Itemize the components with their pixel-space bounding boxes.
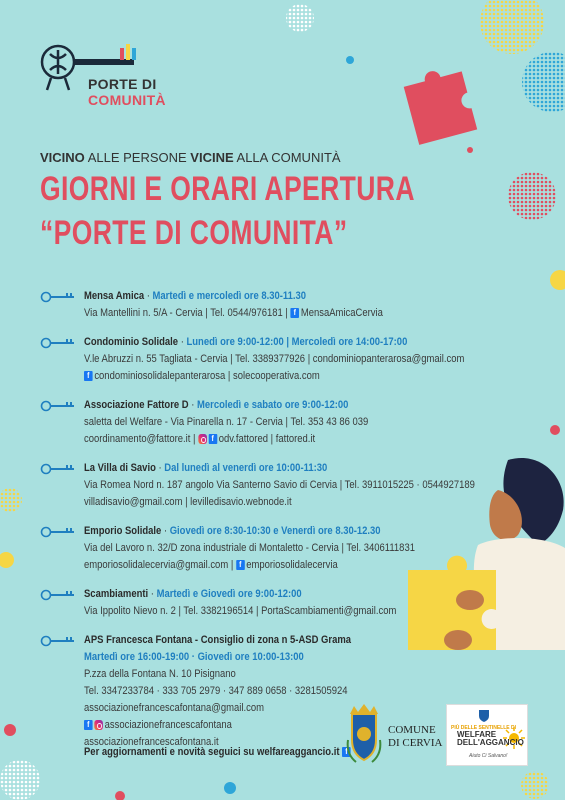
location-details: Via Ippolito Nievo n. 2 | Tel. 3382196514 | PortaScambiamenti@gmail.com [84,605,397,617]
welfare-subtitle: Aiuto Ci Salvano! [469,753,508,759]
location-details: saletta del Welfare - Via Pinarella n. 17 - Cervia | Tel. 353 43 86 039 [84,416,369,428]
welfare-title-line-2: DELL'AGGANCIO [457,738,524,747]
page-title-line-1: GIORNI E ORARI APERTURA [40,170,415,208]
puzzle-piece-red [394,52,494,152]
welfare-title-line-1: WELFARE [457,730,497,739]
location-name: Mensa Amica [84,290,145,302]
social-links[interactable]: odv.fattored | fattored.it [218,433,316,445]
key-icon [40,463,76,475]
list-item: Scambiamenti · Martedì e Giovedì ore 9:00-12:00 Via Ippolito Nievo n. 2 | Tel. 3382196514 | PortaScambiamenti@gmail.com [40,586,510,620]
opening-hours: Martedì e mercoledì ore 8.30-11.30 [152,290,307,302]
tagline [40,150,341,165]
email-link[interactable]: associazionefrancescafontana@gmail.com [84,702,264,714]
location-name: Condominio Solidale [84,336,179,348]
tagline-part-1: VICINO [40,150,85,165]
key-icon [40,291,76,303]
location-name: Scambiamenti [84,588,149,600]
facebook-icon: f [236,560,245,570]
crest-icon [477,708,491,722]
location-address: P.zza della Fontana N. 10 Pisignano [84,668,236,680]
tagline-part-4: ALLA COMUNITÀ [233,150,341,165]
locations-list [40,288,510,763]
location-details: Via Mantellini n. 5/A - Cervia | Tel. 0544/976181 | [84,307,291,319]
location-name: Associazione Fattore D [84,399,189,411]
footer-note [84,746,352,758]
facebook-icon: f [84,720,93,730]
opening-hours: Martedì ore 16:00-19:00 · Giovedì ore 10:00-13:00 [84,651,304,663]
list-item: Condominio Solidale · Lunedì ore 9:00-12:00 | Mercoledì ore 14:00-17:00 V.le Abruzzi n. 55 Tagliata - Cervia | Tel. 3389377926 | condominiopanterarosa@gmail.com f condominiosolidalepanterarosa | solecooperativa.com [40,334,510,385]
logo-line-1: PORTE DI [88,76,157,92]
email-link[interactable]: emporiosolidalecervia@gmail.com | [84,559,236,571]
key-icon [40,635,76,647]
comune-line-1: COMUNE [388,724,436,736]
facebook-icon: f [291,308,300,318]
logo-line-2: COMUNITÀ [88,92,166,108]
welfare-title [457,731,524,747]
key-icon [40,526,76,538]
facebook-icon: f [208,434,217,444]
location-name: Emporio Solidale [84,525,162,537]
facebook-page[interactable]: MensaAmicaCervia [300,307,383,319]
welfare-small-text: PIÙ DELLE SENTINELLE DI [451,725,517,731]
page-title-line-2: “PORTE DI COMUNITA” [40,214,348,252]
key-icon [40,400,76,412]
list-item: Associazione Fattore D · Mercoledì e sabato ore 9:00-12:00 saletta del Welfare - Via Pinarella n. 17 - Cervia | Tel. 353 43 86 039 coordinamento@fattore.it | f odv.fattored | fattored.it [40,397,510,448]
key-icon [40,589,76,601]
comune-line-2: DI CERVIA [388,737,443,749]
facebook-icon: f [342,747,351,757]
welfare-aggancio-logo [446,704,528,766]
footer-text: Per aggiornamenti e novità seguici su welfareaggancio.it [84,746,340,758]
instagram-icon [198,434,207,444]
location-details: V.le Abruzzi n. 55 Tagliata - Cervia | Tel. 3389377926 | condominiopanterarosa@gmail.com [84,353,465,365]
instagram-icon [94,720,103,730]
contact-links[interactable]: villadisavio@gmail.com | levilledisavio.webnode.it [84,496,292,508]
facebook-icon: f [84,371,93,381]
location-name: La Villa di Savio [84,462,156,474]
key-icon [40,337,76,349]
list-item: La Villa di Savio · Dal lunedì al venerdì ore 10:00-11:30 Via Romea Nord n. 187 angolo Via Santerno Savio di Cervia | Tel. 3911015225 · 0544927189 villadisavio@gmail.com | levilledisavio.webnode.it [40,460,510,511]
social-handle[interactable]: associazionefrancescafontana [104,719,232,731]
social-links[interactable]: condominiosolidalepanterarosa | solecooperativa.com [94,370,320,382]
opening-hours: Lunedì ore 9:00-12:00 | Mercoledì ore 14:00-17:00 [186,336,408,348]
facebook-page[interactable]: emporiosolidalecervia [246,559,338,571]
location-details: Via Romea Nord n. 187 angolo Via Santerno Savio di Cervia | Tel. 3911015225 · 0544927189 [84,479,475,491]
location-name: APS Francesca Fontana - Consiglio di zona n 5-ASD Grama [84,634,352,646]
cervia-crest-logo [346,704,382,764]
phone-numbers: Tel. 3347233784 · 333 705 2979 · 347 889 0658 · 3281505924 [84,685,348,697]
list-item: Emporio Solidale · Giovedì ore 8:30-10:30 e Venerdì ore 8.30-12.30 Via del Lavoro n. 32/D zona industriale di Montaletto - Cervia | Tel. 3406111831 emporiosolidalecervia@gmail.com | f emporiosolidalecervia [40,523,510,574]
opening-hours: Mercoledì e sabato ore 9:00-12:00 [197,399,349,411]
tagline-part-2: ALLE PERSONE [84,150,191,165]
email-link[interactable]: coordinamento@fattore.it | [84,433,199,445]
location-details: Via del Lavoro n. 32/D zona industriale di Montaletto - Cervia | Tel. 3406111831 [84,542,415,554]
website-link[interactable]: associazionefrancescafontana.it [84,736,219,748]
opening-hours: Giovedì ore 8:30-10:30 e Venerdì ore 8.30-12.30 [169,525,381,537]
tagline-part-3: VICINE [190,150,234,165]
opening-hours: Dal lunedì al venerdì ore 10:00-11:30 [164,462,328,474]
comune-di-cervia [388,724,442,750]
opening-hours: Martedì e Giovedì ore 9:00-12:00 [156,588,302,600]
list-item: Mensa Amica · Martedì e mercoledì ore 8.30-11.30 Via Mantellini n. 5/A - Cervia | Tel. 0544/976181 | f MensaAmicaCervia [40,288,510,322]
